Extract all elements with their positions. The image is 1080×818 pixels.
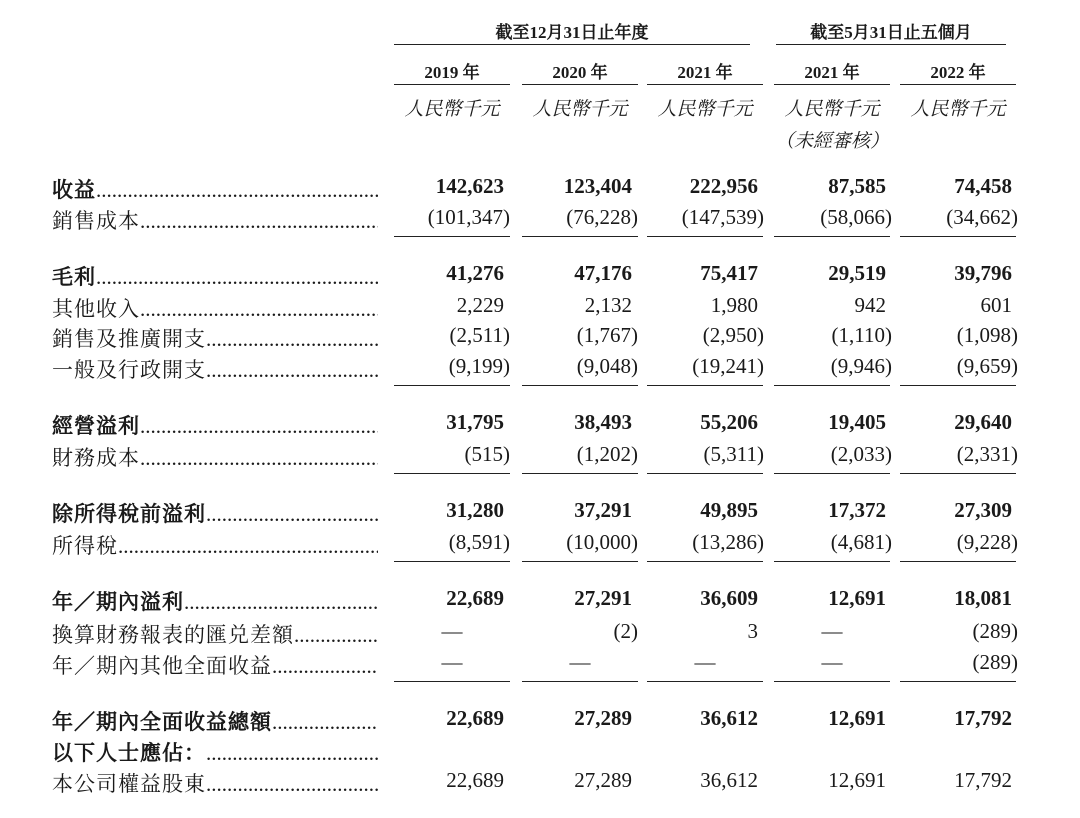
cell-value: 37,291 [574, 498, 632, 522]
cell-value: (2) [613, 619, 638, 643]
cell-value: (5,311) [703, 442, 764, 466]
row-label-text: 銷售及推廣開支 [52, 327, 206, 351]
cell-value: 38,493 [574, 410, 632, 434]
cell-value: 17,372 [828, 498, 886, 522]
subtotal-rule [774, 236, 890, 237]
cell-value: 39,796 [954, 261, 1012, 285]
table-row [0, 498, 1080, 528]
row-label [52, 410, 378, 440]
table-row [0, 261, 1080, 291]
cell-value: 19,405 [828, 410, 886, 434]
cell-value: 22,689 [446, 768, 504, 792]
subtotal-rule [647, 236, 763, 237]
year-rule [900, 84, 1016, 85]
subtotal-rule [774, 385, 890, 386]
cell-value: — [441, 619, 463, 643]
cell-value: 47,176 [574, 261, 632, 285]
table-row [0, 410, 1080, 440]
subtotal-rule [522, 236, 638, 237]
row-label-text: 毛利 [52, 265, 96, 289]
cell-value: 18,081 [954, 586, 1012, 610]
cell-value: (10,000) [566, 530, 638, 554]
year-header-1: 2020 年 [552, 63, 608, 82]
subtotal-rule [774, 473, 890, 474]
subtotal-rule [522, 473, 638, 474]
cell-value: (2,950) [702, 323, 764, 347]
subtotal-rule [774, 681, 890, 682]
subtotal-rule [394, 681, 510, 682]
subtotal-rule [647, 561, 763, 562]
row-label [52, 442, 378, 472]
subtotal-rule [394, 473, 510, 474]
table-row [0, 586, 1080, 616]
subtotal-rule [647, 681, 763, 682]
cell-value: 2,132 [584, 293, 632, 317]
group-rule-fiscal-year [394, 44, 750, 45]
cell-value: 31,280 [446, 498, 504, 522]
cell-value: 22,689 [446, 706, 504, 730]
cell-value: 123,404 [563, 174, 632, 198]
cell-value: (2,511) [449, 323, 510, 347]
cell-value: 222,956 [689, 174, 758, 198]
subtotal-rule [394, 561, 510, 562]
subtotal-rule [394, 385, 510, 386]
table-row [0, 737, 1080, 767]
cell-value: (1,202) [576, 442, 638, 466]
row-label-text: 所得稅 [52, 534, 118, 558]
table-row [0, 706, 1080, 736]
row-label [52, 650, 378, 680]
subtotal-rule [900, 236, 1016, 237]
cell-value: (1,110) [831, 323, 892, 347]
table-row [0, 293, 1080, 323]
cell-value: (289) [972, 650, 1018, 674]
subtotal-rule [647, 385, 763, 386]
cell-value: — [569, 650, 591, 674]
row-label-text: 一般及行政開支 [52, 358, 206, 382]
row-label [52, 174, 378, 204]
cell-value: 41,276 [446, 261, 504, 285]
cell-value: 36,612 [700, 768, 758, 792]
row-label-text: 經營溢利 [52, 414, 140, 438]
cell-value: 27,289 [574, 706, 632, 730]
table-row [0, 530, 1080, 560]
cell-value: 12,691 [828, 586, 886, 610]
cell-value: 17,792 [954, 768, 1012, 792]
cell-value: (58,066) [820, 205, 892, 229]
cell-value: 1,980 [710, 293, 758, 317]
subtotal-rule [774, 561, 890, 562]
cell-value: — [821, 650, 843, 674]
cell-value: (34,662) [946, 205, 1018, 229]
year-header-2: 2021 年 [677, 63, 733, 82]
cell-value: 36,609 [700, 586, 758, 610]
year-header-3: 2021 年 [804, 63, 860, 82]
cell-value: (9,659) [956, 354, 1018, 378]
table-row [0, 323, 1080, 353]
cell-value: (2,331) [956, 442, 1018, 466]
cell-value: 75,417 [700, 261, 758, 285]
cell-value: (9,228) [956, 530, 1018, 554]
cell-value: (147,539) [681, 205, 764, 229]
row-label [52, 498, 378, 528]
row-label [52, 354, 378, 384]
row-label [52, 261, 378, 291]
subtotal-rule [522, 681, 638, 682]
unit-label: 人民幣千元 [404, 99, 500, 120]
cell-value: 22,689 [446, 586, 504, 610]
cell-value: (2,033) [830, 442, 892, 466]
group-rule-five-months [776, 44, 1006, 45]
subtotal-rule [394, 236, 510, 237]
year-rule [647, 84, 763, 85]
row-label-text: 年／期內溢利 [52, 590, 184, 614]
row-label-text: 本公司權益股東 [52, 772, 206, 796]
table-row [0, 205, 1080, 235]
cell-value: (515) [464, 442, 510, 466]
subtotal-rule [900, 473, 1016, 474]
row-label [52, 619, 378, 649]
cell-value: 36,612 [700, 706, 758, 730]
cell-value: (9,946) [830, 354, 892, 378]
year-header-4: 2022 年 [930, 63, 986, 82]
row-label [52, 706, 378, 736]
group-header-fiscal-year: 截至12月31日止年度 [495, 23, 649, 42]
row-label-text: 年／期內全面收益總額 [52, 710, 272, 734]
row-label-text: 收益 [52, 178, 96, 202]
group-header-five-months: 截至5月31日止五個月 [810, 23, 972, 42]
row-label [52, 530, 378, 560]
row-label [52, 205, 378, 235]
row-label-text: 其他收入 [52, 297, 140, 321]
row-label [52, 293, 378, 323]
cell-value: 31,795 [446, 410, 504, 434]
cell-value: (19,241) [692, 354, 764, 378]
cell-value: 74,458 [954, 174, 1012, 198]
cell-value: 27,289 [574, 768, 632, 792]
subtotal-rule [900, 561, 1016, 562]
table-row [0, 354, 1080, 384]
cell-value: (76,228) [566, 205, 638, 229]
subtotal-rule [900, 681, 1016, 682]
year-rule [394, 84, 510, 85]
subtotal-rule [522, 561, 638, 562]
row-label-text: 財務成本 [52, 446, 140, 470]
cell-value: 12,691 [828, 706, 886, 730]
year-rule [522, 84, 638, 85]
cell-value: (1,767) [576, 323, 638, 347]
cell-value: 942 [854, 293, 886, 317]
row-label [52, 768, 378, 798]
row-label-text: 以下人士應佔： [52, 741, 206, 765]
cell-value: (9,199) [448, 354, 510, 378]
cell-value: 49,895 [700, 498, 758, 522]
unit-label: 人民幣千元 [784, 99, 880, 120]
cell-value: 27,309 [954, 498, 1012, 522]
cell-value: 17,792 [954, 706, 1012, 730]
table-row [0, 619, 1080, 649]
year-header-0: 2019 年 [424, 63, 480, 82]
cell-value: 55,206 [700, 410, 758, 434]
row-label [52, 323, 378, 353]
unit-label: 人民幣千元 [657, 99, 753, 120]
row-label-text: 銷售成本 [52, 209, 140, 233]
row-label-text: 換算財務報表的匯兑差額 [52, 623, 294, 647]
row-label-text: 除所得稅前溢利 [52, 502, 206, 526]
cell-value: (1,098) [956, 323, 1018, 347]
cell-value: 601 [980, 293, 1012, 317]
cell-value: (101,347) [427, 205, 510, 229]
table-row [0, 174, 1080, 204]
table-row [0, 768, 1080, 798]
subtotal-rule [900, 385, 1016, 386]
year-rule [774, 84, 890, 85]
subtotal-rule [647, 473, 763, 474]
cell-value: — [694, 650, 716, 674]
cell-value: 2,229 [456, 293, 504, 317]
cell-value: 29,640 [954, 410, 1012, 434]
unaudited-note: （未經審核） [774, 131, 889, 152]
cell-value: (8,591) [448, 530, 510, 554]
cell-value: (13,286) [692, 530, 764, 554]
cell-value: (289) [972, 619, 1018, 643]
row-label-text: 年／期內其他全面收益 [52, 654, 272, 678]
table-row [0, 650, 1080, 680]
cell-value: 12,691 [828, 768, 886, 792]
cell-value: 87,585 [828, 174, 886, 198]
subtotal-rule [522, 385, 638, 386]
cell-value: — [821, 619, 843, 643]
cell-value: 3 [747, 619, 758, 643]
cell-value: 142,623 [435, 174, 504, 198]
unit-label: 人民幣千元 [910, 99, 1006, 120]
row-label [52, 737, 378, 767]
cell-value: (9,048) [576, 354, 638, 378]
cell-value: 29,519 [828, 261, 886, 285]
table-row [0, 442, 1080, 472]
unit-label: 人民幣千元 [532, 99, 628, 120]
cell-value: 27,291 [574, 586, 632, 610]
cell-value: (4,681) [830, 530, 892, 554]
row-label [52, 586, 378, 616]
cell-value: — [441, 650, 463, 674]
